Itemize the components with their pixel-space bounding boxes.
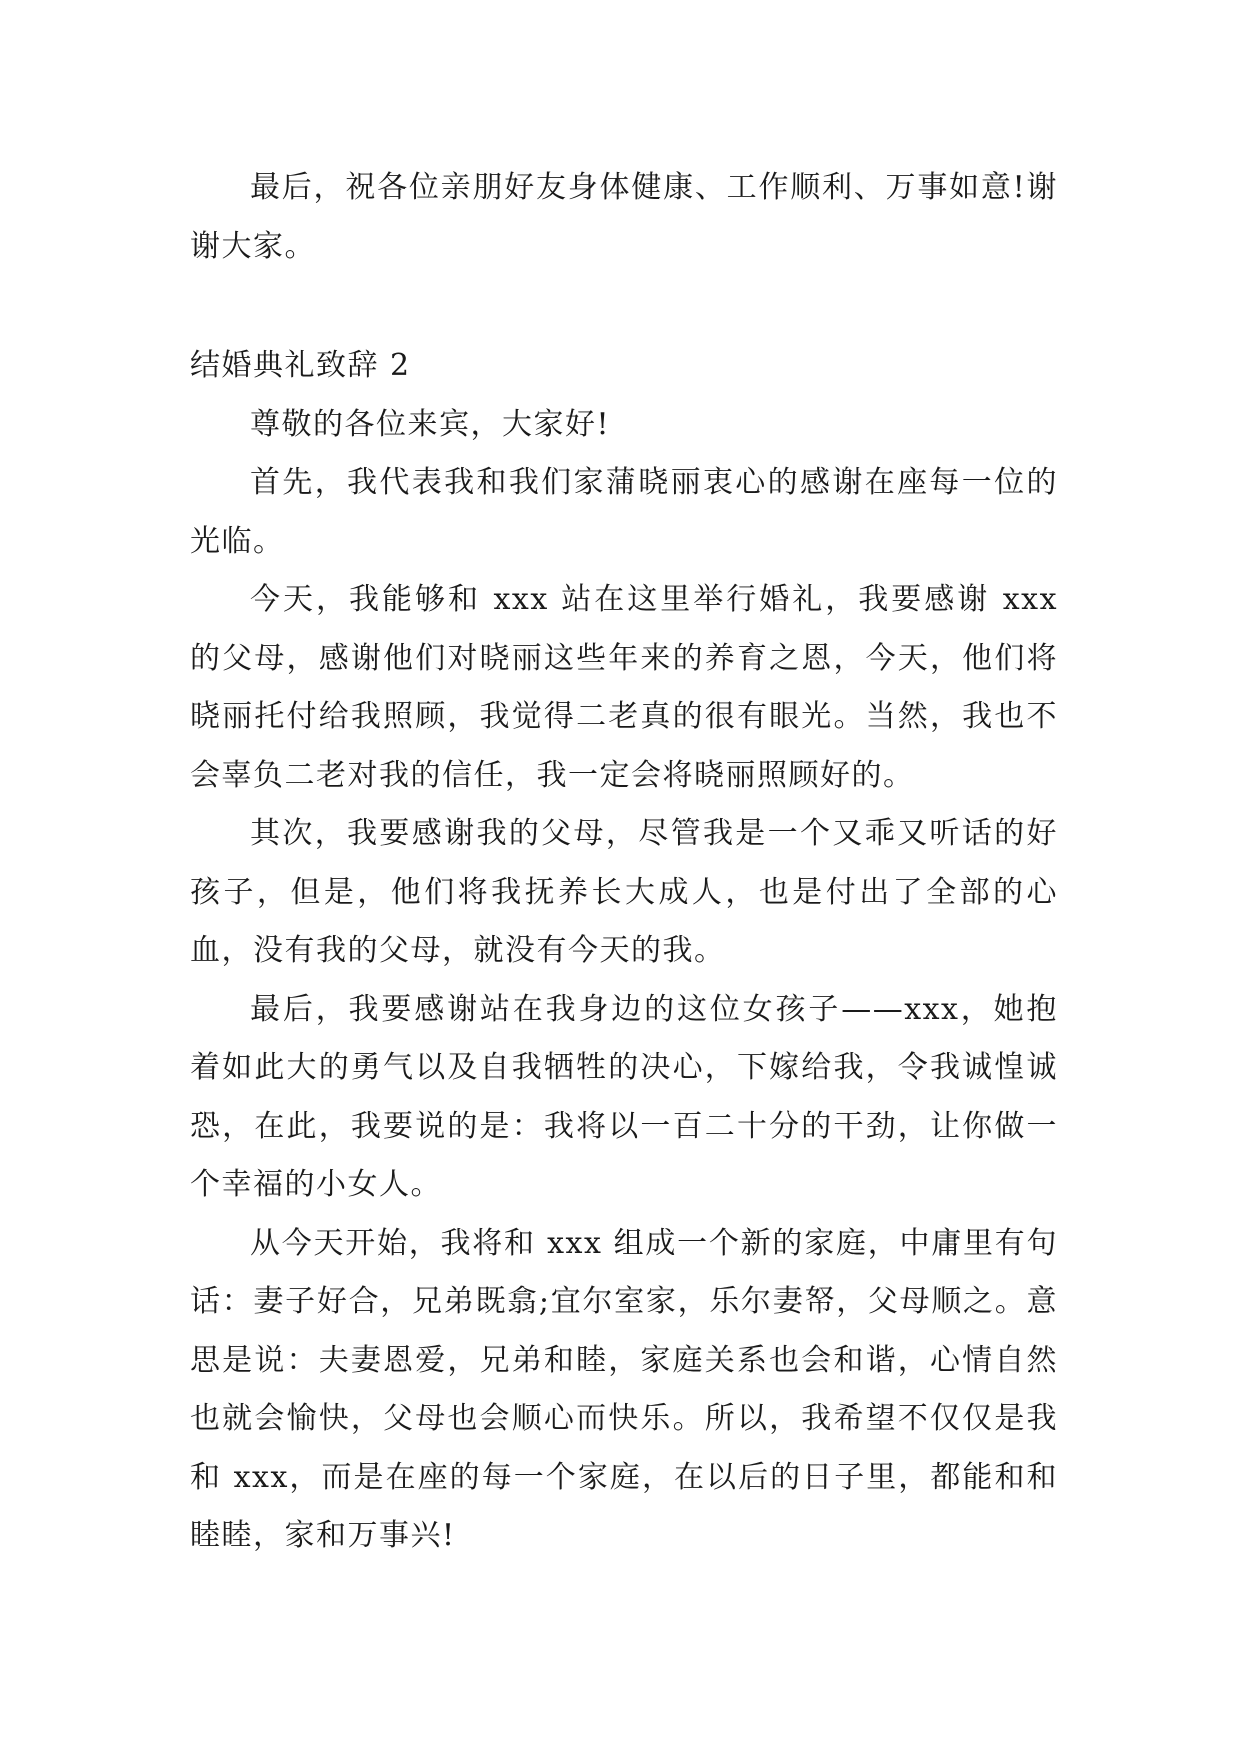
paragraph-thanks-own-parents: 其次，我要感谢我的父母，尽管我是一个又乖又听话的好孩子，但是，他们将我抚养长大成人，也是付出了全部的心血，没有我的父母，就没有今天的我。 xyxy=(190,816,1058,968)
paragraph-thanks-guests: 首先，我代表我和我们家蒲晓丽衷心的感谢在座每一位的光临。 xyxy=(190,465,1058,559)
closing-paragraph: 最后，祝各位亲朋好友身体健康、工作顺利、万事如意!谢谢大家。 xyxy=(190,170,1058,264)
paragraph-thanks-bride: 最后，我要感谢站在我身边的这位女孩子——xxx，她抱着如此大的勇气以及自我牺牲的决心，下嫁给我，令我诚惶诚恐，在此，我要说的是：我将以一百二十分的干劲，让你做一个幸福的小女人。 xyxy=(190,991,1058,1202)
section-title: 结婚典礼致辞 2 xyxy=(190,348,411,383)
speech-section xyxy=(190,337,1058,1566)
paragraph-new-family: 从今天开始，我将和 xxx 组成一个新的家庭，中庸里有句话：妻子好合，兄弟既翕;宜尔室家，乐尔妻帑，父母顺之。意思是说：夫妻恩爱，兄弟和睦，家庭关系也会和谐，心情自然也就会愉快，父母也会顺心而快乐。所以，我希望不仅仅是我和 xxx，而是在座的每一个家庭，在以后的日子里，都能和和睦睦，家和万事兴! xyxy=(190,1225,1058,1553)
paragraph-thanks-bride-parents: 今天，我能够和 xxx 站在这里举行婚礼，我要感谢 xxx 的父母，感谢他们对晓丽这些年来的养育之恩，今天，他们将晓丽托付给我照顾，我觉得二老真的很有眼光。当然，我也不会辜负二老对我的信任，我一定会将晓丽照顾好的。 xyxy=(190,582,1058,793)
closing-section xyxy=(190,159,1058,276)
paragraph-greeting: 尊敬的各位来宾，大家好! xyxy=(250,406,611,442)
